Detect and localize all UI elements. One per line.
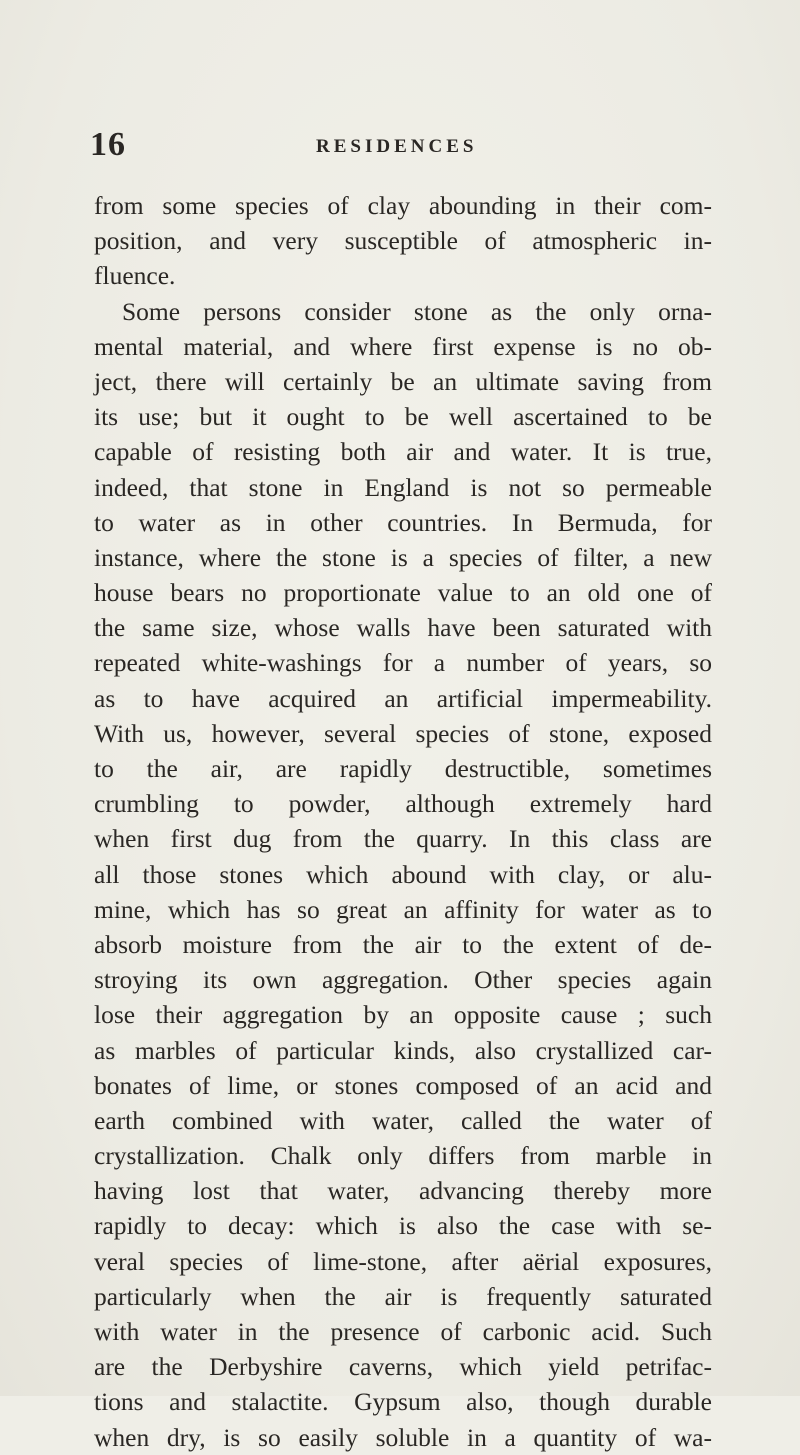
running-head: RESIDENCES [316,136,478,157]
page-header [90,126,710,166]
text-line: as marbles of particular kinds, also crystallized car- [94,1035,712,1065]
text-line: house bears no proportionate value to an old one of [94,578,712,608]
text-line: stroying its own aggregation. Other species again [94,965,712,995]
text-line: as to have acquired an artificial impermeability. [94,683,712,713]
text-line: crystallization. Chalk only differs from marble in [94,1141,712,1171]
text-line: repeated white-washings for a number of years, so [94,648,712,678]
text-line: its use; but it ought to be well ascertained to be [94,402,712,432]
text-line: from some species of clay abounding in their com- [94,191,712,220]
text-line: are the Derbyshire caverns, which yield petrifac- [94,1352,712,1382]
text-line: fluence. [94,261,176,291]
text-line: when first dug from the quarry. In this class are [94,824,712,854]
text-line: position, and very susceptible of atmospheric in- [94,226,712,256]
text-line: capable of resisting both air and water. It is true, [94,437,712,467]
text-line: crumbling to powder, although extremely hard [94,789,712,819]
page-number: 16 [90,126,126,163]
text-line: veral species of lime-stone, after aërial exposures, [94,1246,712,1276]
text-line: Some persons consider stone as the only orna- [122,296,712,326]
text-line: lose their aggregation by an opposite cause ; such [94,1000,712,1030]
text-line: With us, however, several species of stone, exposed [94,718,712,748]
text-line: with water in the presence of carbonic acid. Such [94,1317,712,1346]
text-line: mental material, and where first expense is no ob- [94,331,712,361]
text-line: rapidly to decay: which is also the case with se- [94,1211,712,1241]
text-line: absorb moisture from the air to the extent of de- [94,929,712,959]
text-line: bonates of lime, or stones composed of an acid and [94,1070,712,1100]
text-line: the same size, whose walls have been saturated with [94,613,712,643]
text-line: having lost that water, advancing thereby more [94,1176,712,1206]
text-line: when dry, is so easily soluble in a quantity of wa- [94,1422,712,1452]
text-line: tions and stalactite. Gypsum also, though durable [94,1387,712,1417]
body-text [94,188,712,1455]
text-line: mine, which has so great an affinity for water as to [94,894,712,924]
text-line: particularly when the air is frequently saturated [94,1281,712,1311]
text-line: indeed, that stone in England is not so permeable [94,472,712,502]
text-line: ject, there will certainly be an ultimate saving from [94,366,712,396]
text-line: earth combined with water, called the water of [94,1105,712,1135]
text-line: to the air, are rapidly destructible, sometimes [94,754,712,783]
text-line: all those stones which abound with clay, or alu- [94,859,712,889]
text-line: to water as in other countries. In Bermuda, for [94,507,712,537]
text-line: instance, where the stone is a species of filter, a new [94,542,712,572]
